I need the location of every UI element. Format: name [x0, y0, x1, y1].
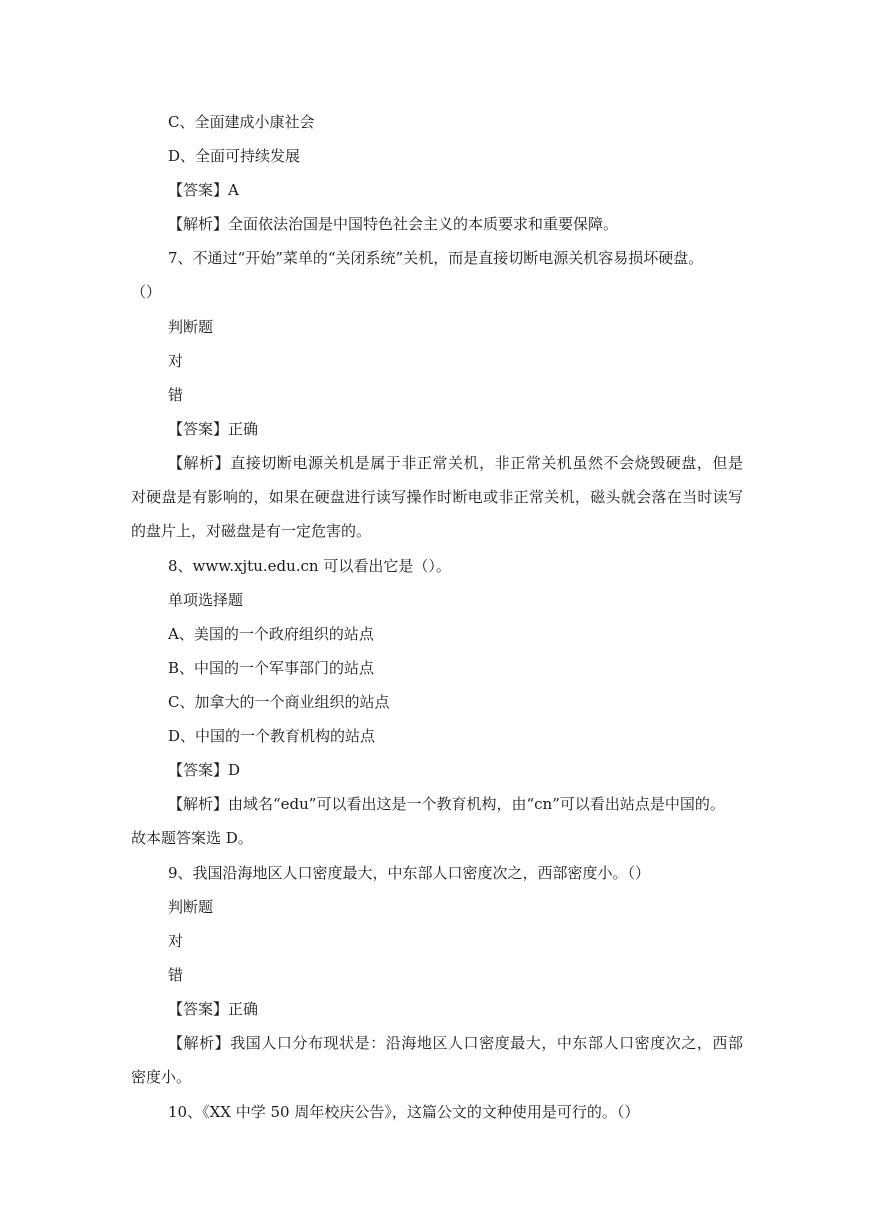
- analysis-7-line1: 【解析】直接切断电源关机是属于非正常关机，非正常关机虽然不会烧毁硬盘，但是: [168, 454, 743, 472]
- question-9-option-true: 对: [168, 932, 184, 950]
- question-8-option-a: A、美国的一个政府组织的站点: [168, 625, 374, 643]
- question-10: 10、《XX 中学 50 周年校庆公告》，这篇公文的文种使用是可行的。（）: [168, 1103, 640, 1121]
- analysis-8-line1: 【解析】由域名“edu”可以看出这是一个教育机构，由“cn”可以看出站点是中国的。: [168, 795, 725, 813]
- question-8-option-d: D、中国的一个教育机构的站点: [168, 727, 376, 745]
- question-9-type: 判断题: [168, 898, 214, 916]
- analysis-7-line2: 对硬盘是有影响的，如果在硬盘进行读写操作时断电或非正常关机，磁头就会落在当时读写: [131, 488, 743, 506]
- analysis-7-line3: 的盘片上，对磁盘是有一定危害的。: [131, 522, 372, 540]
- question-8: 8、www.xjtu.edu.cn 可以看出它是（）。: [168, 557, 451, 575]
- question-8-type: 单项选择题: [168, 591, 244, 609]
- question-8-option-c: C、加拿大的一个商业组织的站点: [168, 693, 390, 711]
- analysis-9-line2: 密度小。: [131, 1068, 192, 1086]
- question-7-type: 判断题: [168, 318, 214, 336]
- question-7-cont: （）: [131, 283, 162, 301]
- answer-6: 【答案】A: [168, 181, 239, 199]
- analysis-6: 【解析】全面依法治国是中国特色社会主义的本质要求和重要保障。: [168, 215, 619, 233]
- question-7-option-true: 对: [168, 352, 184, 370]
- analysis-8-line2: 故本题答案选 D。: [131, 829, 253, 847]
- answer-9: 【答案】正确: [168, 1000, 259, 1018]
- analysis-9-line1: 【解析】我国人口分布现状是：沿海地区人口密度最大，中东部人口密度次之，西部: [168, 1034, 743, 1052]
- option-c-prev: C、全面建成小康社会: [168, 113, 315, 131]
- question-9-option-false: 错: [168, 966, 184, 984]
- option-d-prev: D、全面可持续发展: [168, 147, 301, 165]
- answer-7: 【答案】正确: [168, 420, 259, 438]
- question-7: 7、不通过“开始”菜单的“关闭系统”关机，而是直接切断电源关机容易损坏硬盘。: [168, 249, 704, 267]
- question-9: 9、我国沿海地区人口密度最大，中东部人口密度次之，西部密度小。（）: [168, 864, 651, 882]
- question-8-option-b: B、中国的一个军事部门的站点: [168, 659, 375, 677]
- answer-8: 【答案】D: [168, 761, 241, 779]
- question-7-option-false: 错: [168, 386, 184, 404]
